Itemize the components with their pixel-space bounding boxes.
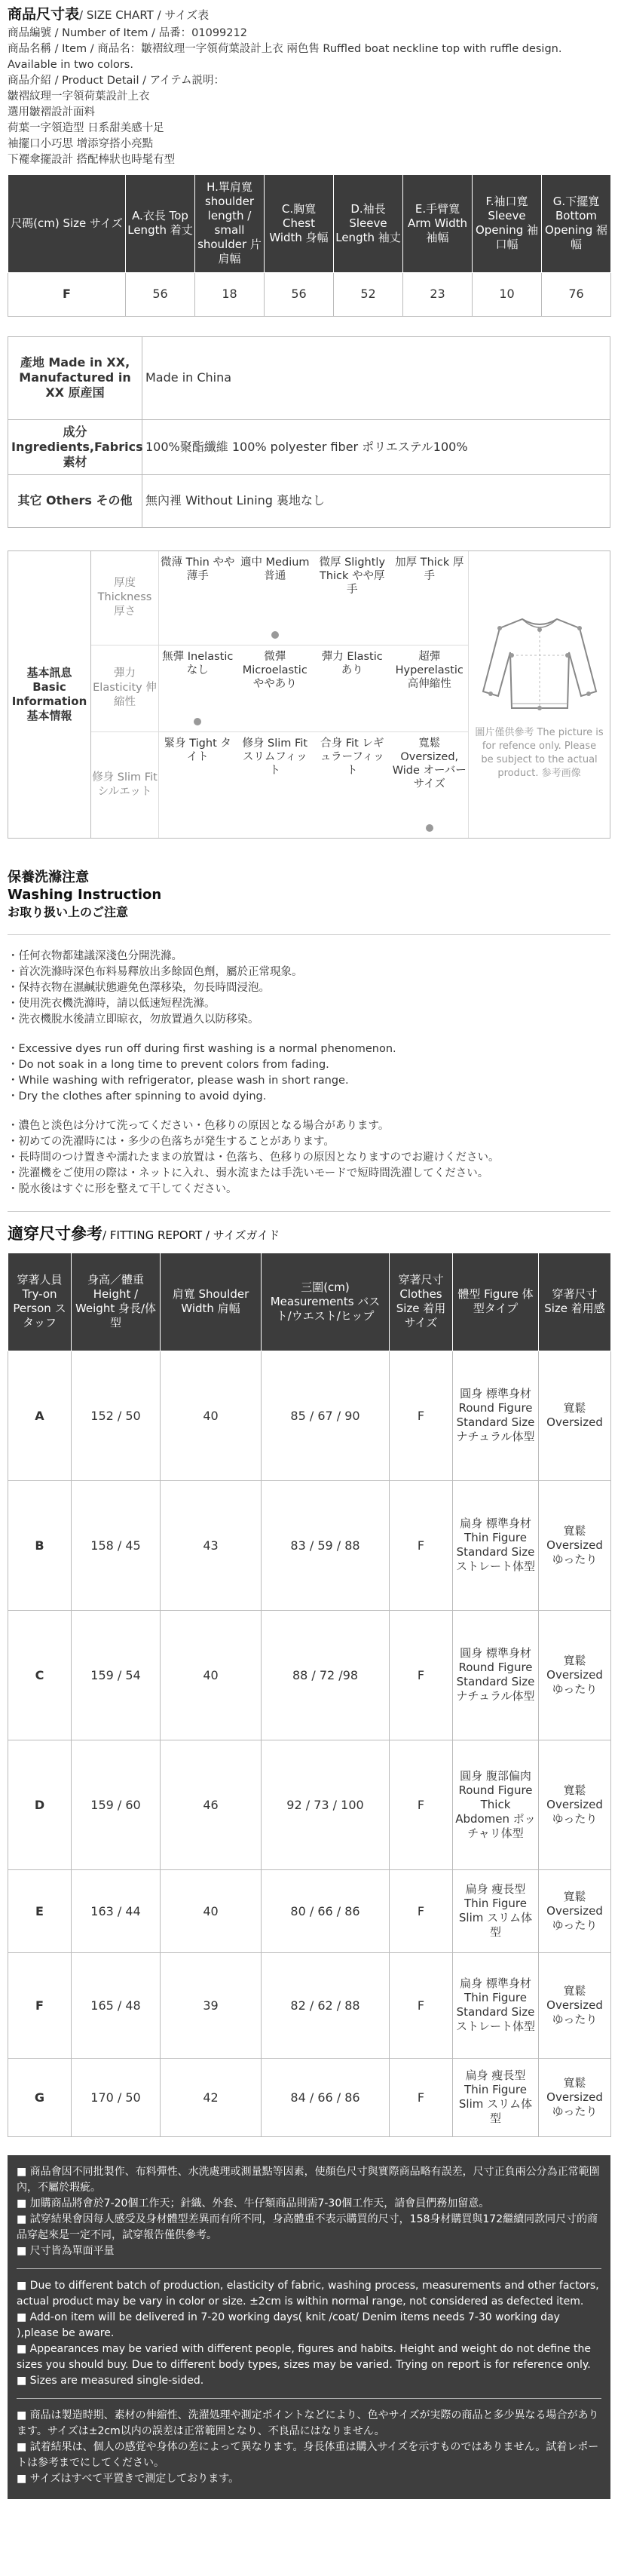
size-chart-title [8, 0, 610, 26]
fitting-table [8, 1253, 611, 2137]
fit-header-shoulder: 肩寬 Shoulder Width 肩幅 [161, 1253, 262, 1351]
list-item: ・Do not soak in a long time to prevent colors from fading. [8, 1058, 329, 1071]
basic-info-label: 基本訊息 Basic Information 基本情報 [8, 551, 91, 838]
option-label: 微彈 Microelastic ややあり [242, 650, 307, 690]
fit-header-height-weight: 身高／體重 Height / Weight 身長/体型 [72, 1253, 161, 1351]
fit-header-clothes-size: 穿著尺寸 Clothes Size 着用サイズ [390, 1253, 453, 1351]
washing-jp [8, 1118, 610, 1198]
size-chart-subtitle: / SIZE CHART / サイズ表 [79, 8, 210, 22]
list-item: ・洗濯機をご使用の際は・ネットに入れ、弱水流または手洗いモードで短時間洗濯してください。 [8, 1167, 489, 1179]
list-item: ■ 商品は製造時期、素材の伸縮性、洗濯処理や測定ポイントなどにより、色やサイズが実際の商品と多少異なる場合があります。サイズは±2cm以内の誤差は正常範囲となり、不良品にはなりません。 [17, 2409, 599, 2437]
table-cell: 寬鬆 Oversized ゆったり [539, 2058, 611, 2136]
list-item: ・首次洗滌時深色布料易釋放出多餘固色劑，屬於正常現象。 [8, 965, 303, 978]
origin-value: Made in China [142, 336, 610, 419]
option-marker-empty [271, 824, 279, 832]
table-cell: B [8, 1480, 72, 1610]
fitting-subtitle: / FITTING REPORT / サイズガイド [102, 1228, 280, 1242]
fit-options [159, 732, 468, 838]
table-cell: 80 / 66 / 86 [262, 1869, 390, 1952]
option-label: 無彈 Inelastic なし [162, 650, 234, 676]
washing-en [8, 1041, 610, 1105]
washing-instruction [8, 869, 610, 1212]
garment-figure [468, 551, 610, 838]
size-header-size: 尺碼(cm) Size サイズ [8, 174, 126, 272]
fabric-value: 100%聚酯纖維 100% polyester fiber ポリエステル100% [142, 419, 610, 474]
divider [17, 2398, 601, 2399]
list-item: ・Dry the clothes after spinning to avoid dying. [8, 1090, 267, 1102]
sweater-diagram-icon [476, 609, 604, 722]
others-label: 其它 Others その他 [8, 474, 142, 527]
fit-option [159, 732, 237, 838]
divider [8, 1211, 610, 1212]
figure-caption: 圖片僅供參考 The picture is for refence only. Please be subject to the actual product. 参考画像 [475, 726, 604, 779]
size-cell: 76 [542, 272, 611, 316]
elasticity-option [237, 646, 314, 731]
thickness-option [159, 551, 237, 645]
fitting-title [8, 1222, 610, 1245]
thickness-row [91, 551, 468, 646]
washing-zh [8, 949, 610, 1028]
table-cell: F [8, 1952, 72, 2058]
table-cell: 88 / 72 /98 [262, 1610, 390, 1740]
list-item: ・Excessive dyes run off during first washing is a normal phenomenon. [8, 1042, 396, 1055]
washing-title-jp: お取り扱い上のご注意 [8, 904, 129, 919]
table-cell: C [8, 1610, 72, 1740]
table-cell: 扁身 標準身材 Thin Figure Standard Size ストレート体型 [453, 1952, 539, 2058]
info-line: 商品名稱 / Item / 商品名：皺褶紋理一字領荷葉設計上衣 兩色售 Ruffled boat neckline top with ruffle design. Available in two colors. [8, 42, 562, 71]
fit-row [91, 732, 468, 838]
table-cell: 165 / 48 [72, 1952, 161, 2058]
option-marker-empty [348, 718, 356, 725]
fit-header-person: 穿著人員 Try-on Person スタッフ [8, 1253, 72, 1351]
washing-title-zh: 保養洗滌注意 [8, 869, 89, 885]
list-item: ・初めての洗濯時には・多少の色落ちが発生することがあります。 [8, 1135, 335, 1148]
option-marker-empty [194, 631, 201, 639]
list-item: ・使用洗衣機洗滌時，請以低速短程洗滌。 [8, 997, 216, 1010]
table-row [8, 1610, 611, 1740]
table-cell: F [390, 1480, 453, 1610]
fit-option [314, 732, 391, 838]
list-item: ・洗衣機脫水後請立即晾衣，勿放置過久以防移染。 [8, 1013, 259, 1026]
origin-label: 產地 Made in XX, Manufactured in XX 原産国 [8, 336, 142, 419]
table-row [8, 1351, 611, 1480]
divider [17, 2268, 601, 2269]
option-label: 加厚 Thick 厚手 [395, 556, 464, 582]
list-item: ■ Due to different batch of production, elasticity of fabric, washing process, measurements and other factors, actual product may be vary in color or size. ±2cm is within normal range, not considered as defected item. [17, 2279, 599, 2308]
table-cell: 寬鬆 Oversized ゆったり [539, 1610, 611, 1740]
table-cell: 寬鬆 Oversized ゆったり [539, 1869, 611, 1952]
table-cell: A [8, 1351, 72, 1480]
option-marker-empty [426, 718, 433, 725]
table-cell: F [390, 1351, 453, 1480]
list-item: ■ 商品會因不同批製作、布料彈性、水洗處理或測量點等因素，使顏色尺寸與實際商品略有誤差，尺寸正負兩公分為正常範圍內，不屬於瑕疵。 [17, 2165, 600, 2194]
option-label: 寬鬆 Oversized, Wide オーバーサイズ [392, 737, 467, 790]
table-cell: 寬鬆 Oversized ゆったり [539, 1480, 611, 1610]
notes-box [8, 2155, 610, 2499]
size-header-sleeve-length: D.袖長 Sleeve Length 袖丈 [334, 174, 403, 272]
table-cell: 85 / 67 / 90 [262, 1351, 390, 1480]
fit-option [391, 732, 469, 838]
fit-header-size-feel: 穿著尺寸 Size 着用感 [539, 1253, 611, 1351]
washing-title-en: Washing Instruction [8, 886, 162, 903]
option-label: 超彈 Hyperelastic 高伸縮性 [395, 650, 464, 690]
table-cell: F [390, 2058, 453, 2136]
table-row [8, 474, 610, 527]
selected-dot-icon [194, 718, 201, 725]
thickness-options [159, 551, 468, 645]
thickness-option [237, 551, 314, 645]
list-item: ・脱水後はすぐに形を整えて干してください。 [8, 1182, 237, 1195]
thickness-option [314, 551, 391, 645]
table-cell: F [390, 1740, 453, 1869]
table-cell: 158 / 45 [72, 1480, 161, 1610]
materials-table [8, 336, 610, 528]
size-table [8, 174, 611, 317]
list-item: ■ 加購商品將會於7-20個工作天；針織、外套、牛仔類商品則需7-30個工作天，請會員們務加留意。 [17, 2197, 490, 2210]
notes-jp [17, 2406, 601, 2489]
list-item: ・While washing with refrigerator, please wash in short range. [8, 1074, 349, 1087]
size-cell: 56 [126, 272, 195, 316]
table-cell: F [390, 1952, 453, 2058]
table-cell: 扁身 瘦長型 Thin Figure Slim スリム体型 [453, 1869, 539, 1952]
table-row [8, 1480, 611, 1610]
table-row [8, 419, 610, 474]
thickness-label: 厚度 Thickness 厚さ [91, 551, 159, 645]
info-line: 選用皺褶設計面料 [8, 106, 95, 118]
option-label: 彈力 Elastic あり [321, 650, 383, 676]
elasticity-label: 彈力 Elasticity 伸縮性 [91, 646, 159, 731]
list-item: ・長時間のつけ置きや濡れたままの放置は・色落ち、色移りの原因となりますのでお避けください。 [8, 1151, 500, 1164]
selected-dot-icon [271, 631, 279, 639]
list-item: ■ Add-on item will be delivered in 7-20 working days( knit /coat/ Denim items needs 7-30 working day ),please be aware. [17, 2311, 560, 2339]
fit-label: 修身 Slim Fit シルエット [91, 732, 159, 838]
size-cell: 18 [195, 272, 265, 316]
fit-header-measurements: 三圍(cm) Measurements バスト/ウエスト/ヒップ [262, 1253, 390, 1351]
option-marker-empty [271, 718, 279, 725]
table-cell: E [8, 1869, 72, 1952]
list-item: ■ サイズはすべて平置きで測定しております。 [17, 2472, 240, 2485]
fit-option [237, 732, 314, 838]
table-cell: 40 [161, 1869, 262, 1952]
notes-en [17, 2277, 601, 2390]
option-marker-empty [426, 631, 433, 639]
table-cell: 82 / 62 / 88 [262, 1952, 390, 2058]
option-label: 修身 Slim Fit スリムフィット [242, 737, 308, 777]
table-cell: 170 / 50 [72, 2058, 161, 2136]
size-header-sleeve-opening: F.袖口寬 Sleeve Opening 袖口幅 [473, 174, 542, 272]
size-header-chest: C.胸寬 Chest Width 身幅 [265, 174, 334, 272]
basic-info [8, 550, 610, 839]
fit-header-figure: 體型 Figure 体型タイプ [453, 1253, 539, 1351]
notes-zh [17, 2163, 601, 2261]
table-cell: 寬鬆 Oversized ゆったり [539, 1952, 611, 2058]
table-row [8, 2058, 611, 2136]
option-marker-empty [348, 631, 356, 639]
table-row [8, 1869, 611, 1952]
table-cell: 46 [161, 1740, 262, 1869]
list-item: ・任何衣物都建議深淺色分開洗滌。 [8, 949, 182, 962]
list-item: ■ Sizes are measured single-sided. [17, 2374, 204, 2387]
size-cell: 52 [334, 272, 403, 316]
size-cell: 23 [403, 272, 473, 316]
table-cell: 152 / 50 [72, 1351, 161, 1480]
table-cell: 圓身 腹部偏肉 Round Figure Thick Abdomen ポッチャリ体型 [453, 1740, 539, 1869]
elasticity-option [314, 646, 391, 731]
table-row [8, 336, 610, 419]
option-marker-empty [194, 824, 201, 832]
table-cell: 寬鬆 Oversized ゆったり [539, 1740, 611, 1869]
table-cell: 159 / 54 [72, 1610, 161, 1740]
table-cell: 40 [161, 1351, 262, 1480]
option-label: 緊身 Tight タイト [164, 737, 231, 763]
table-cell: 扁身 瘦長型 Thin Figure Slim スリム体型 [453, 2058, 539, 2136]
washing-title [8, 869, 610, 921]
table-cell: 159 / 60 [72, 1740, 161, 1869]
list-item: ■ 試着結果は、個人の感覚や身体の差によって異なります。身長体重は購入サイズを示すものではありません。試着レポートは参考までにしてください。 [17, 2440, 599, 2469]
table-cell: F [390, 1869, 453, 1952]
others-value: 無內裡 Without Lining 裏地なし [142, 474, 610, 527]
list-item: ■ Appearances may be varied with different people, figures and habits. Height and weight do not define the sizes you should buy. Due to different body types, sizes may be varied. Trying on report is for reference only. [17, 2342, 592, 2371]
fabric-label: 成分 Ingredients,Fabrics 素材 [8, 419, 142, 474]
table-cell: 84 / 66 / 86 [262, 2058, 390, 2136]
option-label: 適中 Medium 普通 [240, 556, 310, 582]
table-cell: 扁身 標準身材 Thin Figure Standard Size ストレート体型 [453, 1480, 539, 1610]
table-cell: 92 / 73 / 100 [262, 1740, 390, 1869]
elasticity-options [159, 646, 468, 731]
table-cell: G [8, 2058, 72, 2136]
table-row [8, 272, 611, 316]
info-line: 商品編號 / Number of Item / 品番：01099212 [8, 26, 247, 39]
list-item: ・濃色と淡色は分けて洗ってください・色移りの原因となる場合があります。 [8, 1119, 390, 1132]
list-item: ■ 試穿結果會因每人感受及身材體型差異而有所不同，身高體重不表示購買的尺寸，158身材購買與172繼續同款同尺寸的商品穿起來是一定不同，試穿報告僅供參考。 [17, 2213, 598, 2241]
info-line: 下襬傘擺設計 搭配棒狀也時髦有型 [8, 153, 176, 166]
table-cell: 42 [161, 2058, 262, 2136]
divider [8, 934, 610, 935]
basic-info-grid [91, 551, 468, 838]
elasticity-option [159, 646, 237, 731]
thickness-option [391, 551, 469, 645]
size-header-bottom-opening: G.下擺寬 Bottom Opening 裾幅 [542, 174, 611, 272]
info-line: 商品介紹 / Product Detail / アイテム説明： [8, 74, 225, 87]
list-item: ・保持衣物在濕鹹狀態避免色澤移染，勿長時間浸泡。 [8, 981, 270, 994]
table-cell: F [390, 1610, 453, 1740]
table-cell: 圓身 標準身材 Round Figure Standard Size ナチュラル体型 [453, 1610, 539, 1740]
product-info [8, 26, 610, 174]
option-label: 微薄 Thin やや薄手 [161, 556, 235, 582]
table-cell: 83 / 59 / 88 [262, 1480, 390, 1610]
size-cell: F [8, 272, 126, 316]
size-cell: 10 [473, 272, 542, 316]
info-line: 袖擺口小巧思 增添穿搭小亮點 [8, 137, 154, 150]
table-cell: 163 / 44 [72, 1869, 161, 1952]
table-cell: 39 [161, 1952, 262, 2058]
list-item: ■ 尺寸皆為單面平量 [17, 2244, 115, 2257]
table-cell: 圓身 標準身材 Round Figure Standard Size ナチュラル体型 [453, 1351, 539, 1480]
info-line: 荷葉一字領造型 日系甜美感十足 [8, 121, 164, 134]
fitting-header-row [8, 1253, 611, 1351]
elasticity-option [391, 646, 469, 731]
info-line: 皺褶紋理一字領荷葉設計上衣 [8, 90, 150, 103]
size-header-top-length: A.衣長 Top Length 着丈 [126, 174, 195, 272]
table-cell: 43 [161, 1480, 262, 1610]
option-label: 合身 Fit レギュラーフィット [320, 737, 384, 777]
table-row [8, 1952, 611, 2058]
fitting-title-text: 適穿尺寸參考 [8, 1224, 102, 1243]
table-cell: 40 [161, 1610, 262, 1740]
table-cell: 寬鬆 Oversized [539, 1351, 611, 1480]
size-header-shoulder: H.單肩寬 shoulder length / small shoulder 片肩幅 [195, 174, 265, 272]
option-label: 微厚 Slightly Thick やや厚手 [319, 556, 386, 596]
table-cell: D [8, 1740, 72, 1869]
size-header-arm-width: E.手臂寬 Arm Width 袖幅 [403, 174, 473, 272]
elasticity-row [91, 646, 468, 732]
option-marker-empty [348, 824, 356, 832]
size-cell: 56 [265, 272, 334, 316]
selected-dot-icon [426, 824, 433, 832]
size-chart-title-text: 商品尺寸表 [8, 6, 80, 23]
size-table-header-row [8, 174, 611, 272]
table-row [8, 1740, 611, 1869]
